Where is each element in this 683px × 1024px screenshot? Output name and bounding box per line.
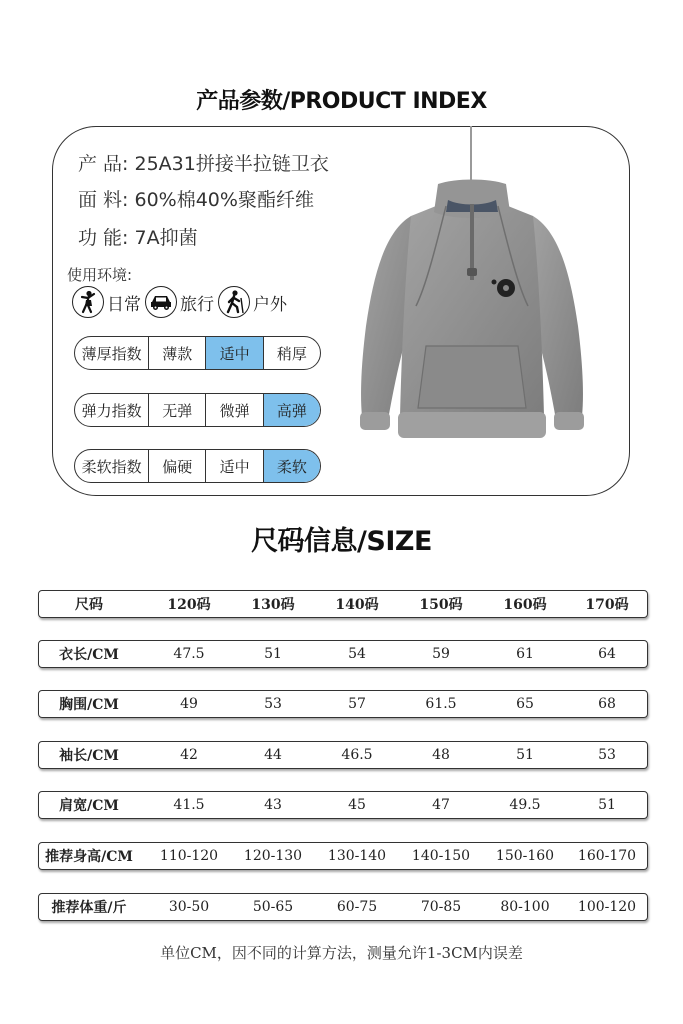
environment-list [72, 286, 291, 318]
environment-item-label: 户外 [253, 294, 287, 315]
size-header-row [38, 590, 648, 618]
size-row-label: 肩宽/CM [59, 798, 119, 814]
size-cell: 110-120 [159, 848, 219, 864]
size-cell: 100-120 [577, 899, 637, 915]
size-cell: 54 [348, 646, 366, 662]
scale-option: 无弹 [148, 394, 205, 426]
size-cell: 43 [264, 797, 282, 813]
scale-option-selected: 适中 [205, 337, 262, 369]
scale-name: 柔软指数 [81, 457, 142, 476]
size-cell: 59 [432, 646, 450, 662]
size-cell: 51 [264, 646, 282, 662]
size-cell: 51 [598, 797, 616, 813]
measurement-footnote: 单位CM，因不同的计算方法，测量允许1-3CM内误差 [160, 944, 523, 962]
thickness-scale [74, 336, 321, 370]
spec-product: 产 品: 25A31拼接半拉链卫衣 [78, 153, 329, 175]
size-cell: 53 [264, 696, 282, 712]
size-cell: 47 [432, 797, 450, 813]
size-cell: 120码 [167, 597, 211, 613]
size-title: 尺码信息/SIZE [251, 526, 432, 557]
softness-scale [74, 449, 321, 483]
size-cell: 47.5 [173, 646, 205, 662]
size-cell: 68 [598, 696, 616, 712]
scale-name: 弹力指数 [81, 401, 142, 420]
size-row-shoulder [38, 791, 648, 819]
size-cell: 130-140 [327, 848, 387, 864]
size-cell: 46.5 [341, 747, 373, 763]
size-cell: 57 [348, 696, 366, 712]
size-cell: 42 [180, 747, 198, 763]
spec-function: 功 能: 7A抑菌 [78, 227, 198, 249]
hoodie-product-image [356, 176, 588, 446]
size-row-label: 推荐身高/CM [45, 849, 133, 865]
size-row-label: 推荐体重/斤 [51, 900, 127, 916]
environment-item-label: 日常 [107, 294, 141, 315]
size-cell: 61 [516, 646, 534, 662]
size-cell: 160码 [503, 597, 547, 613]
size-cell: 61.5 [425, 696, 457, 712]
hiker-icon [218, 286, 250, 318]
size-cell: 53 [598, 747, 616, 763]
size-row-label: 衣长/CM [59, 647, 119, 663]
environment-item-outdoor [218, 286, 287, 318]
size-row-label: 胸围/CM [59, 697, 119, 713]
scale-option-selected: 柔软 [263, 450, 320, 482]
size-cell: 130码 [251, 597, 295, 613]
size-cell: 45 [348, 797, 366, 813]
size-cell: 140码 [335, 597, 379, 613]
spec-fabric: 面 料: 60%棉40%聚酯纤维 [78, 189, 314, 211]
car-icon [145, 286, 177, 318]
size-row-label: 袖长/CM [59, 748, 119, 764]
size-row-weight [38, 893, 648, 921]
size-cell: 64 [598, 646, 616, 662]
size-cell: 60-75 [336, 899, 378, 915]
size-cell: 150码 [419, 597, 463, 613]
size-cell: 50-65 [252, 899, 294, 915]
size-cell: 170码 [585, 597, 629, 613]
environment-item-daily [72, 286, 141, 318]
size-cell: 70-85 [420, 899, 462, 915]
environment-label: 使用环境: [67, 266, 133, 284]
size-cell: 49 [180, 696, 198, 712]
size-row-label: 尺码 [75, 597, 103, 613]
size-cell: 140-150 [411, 848, 471, 864]
size-cell: 44 [264, 747, 282, 763]
scale-option: 稍厚 [263, 337, 320, 369]
scale-option-selected: 高弹 [263, 394, 320, 426]
size-row-length [38, 640, 648, 668]
scale-option: 适中 [205, 450, 262, 482]
size-cell: 150-160 [495, 848, 555, 864]
elasticity-scale [74, 393, 321, 427]
size-cell: 48 [432, 747, 450, 763]
size-cell: 65 [516, 696, 534, 712]
size-cell: 49.5 [509, 797, 541, 813]
size-cell: 80-100 [500, 899, 550, 915]
environment-item-label: 旅行 [180, 294, 214, 315]
size-cell: 51 [516, 747, 534, 763]
size-row-sleeve [38, 741, 648, 769]
size-row-height [38, 842, 648, 870]
product-index-title: 产品参数/PRODUCT INDEX [196, 89, 487, 114]
scale-option: 微弹 [205, 394, 262, 426]
scale-option: 薄款 [148, 337, 205, 369]
size-cell: 30-50 [168, 899, 210, 915]
size-cell: 120-130 [243, 848, 303, 864]
scale-name: 薄厚指数 [81, 344, 142, 363]
scale-option: 偏硬 [148, 450, 205, 482]
size-row-chest [38, 690, 648, 718]
environment-item-travel [145, 286, 214, 318]
size-cell: 160-170 [577, 848, 637, 864]
person-walking-icon [72, 286, 104, 318]
size-cell: 41.5 [173, 797, 205, 813]
